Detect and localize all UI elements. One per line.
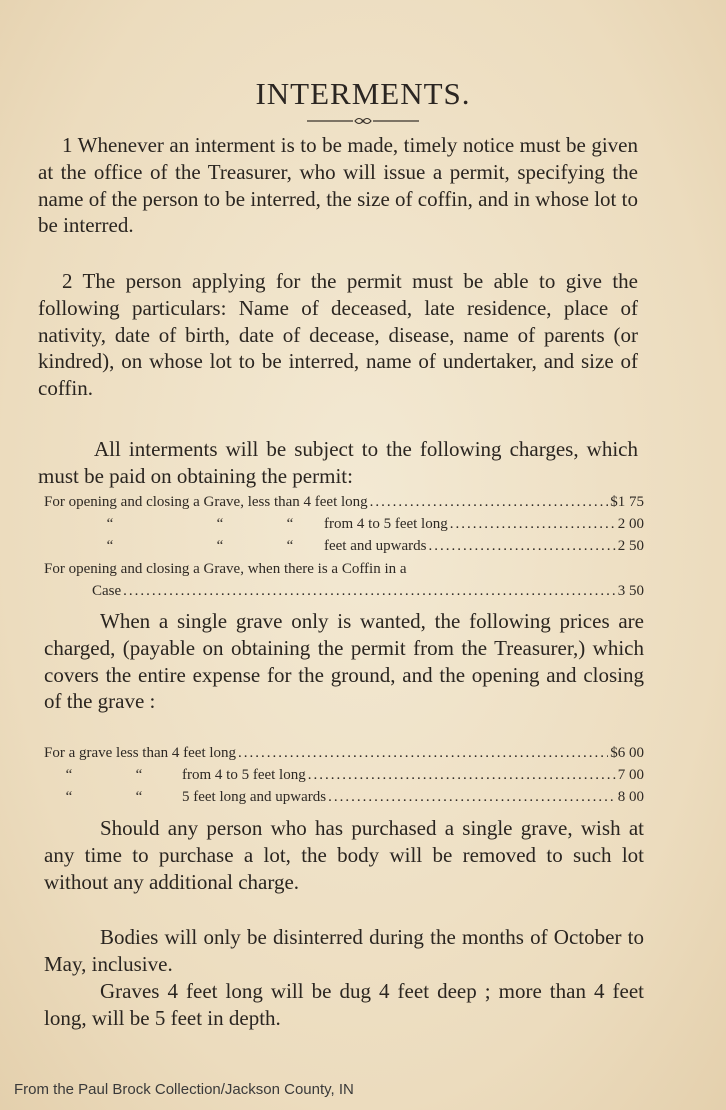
paragraph-disinterment: Bodies will only be disinterred during the months of October to May, inclusive.: [44, 925, 644, 976]
paragraph-single-grave: When a single grave only is wanted, the following prices are charged, (payable on obtaining the permit from the Treasurer,) which covers the entire expense for the ground, and the opening and closing of the grave :: [44, 609, 644, 714]
price-row: For a grave less than 4 feet long ..... $6 00: [44, 745, 644, 767]
charge-row: “ “ “ from 4 to 5 feet long ..... 2 00: [44, 516, 644, 538]
paragraph-particulars: 2 The person applying for the permit must be able to give the following particulars: Name of deceased, late residence, place of nativity, date of birth, date of decease, disease, name of parents (or kindred), on whose lot to be interred, name of undertaker, and size of coffin.: [38, 269, 638, 401]
paragraph-grave-depth: Graves 4 feet long will be dug 4 feet deep ; more than 4 feet long, will be 5 feet in depth.: [44, 979, 644, 1030]
collection-credit: From the Paul Brock Collection/Jackson County, IN: [14, 1081, 354, 1098]
paragraph-permit-notice: 1 Whenever an interment is to be made, timely notice must be given at the office of the Treasurer, who will issue a permit, specifying the name of the person to be interred, the size of coffin, and in whose lot to be interred.: [38, 133, 638, 238]
charge-row: For opening and closing a Grave, when there is a Coffin in a: [44, 561, 407, 577]
charge-row-continued: Case ..... 3 50: [92, 583, 644, 605]
charge-row: “ “ “ feet and upwards ..... 2 50: [44, 538, 644, 560]
title-ornament: [303, 114, 423, 128]
paragraph-removal: Should any person who has purchased a single grave, wish at any time to purchase a lot, the body will be removed to such lot without any additional charge.: [44, 816, 644, 894]
charge-row: For opening and closing a Grave, less than 4 feet long ..... $1 75: [44, 494, 644, 516]
paragraph-charges-intro: All interments will be subject to the following charges, which must be paid on obtaining the permit:: [38, 437, 638, 488]
price-row: “ “ 5 feet long and upwards ..... 8 00: [44, 789, 644, 811]
page-title: INTERMENTS.: [255, 76, 471, 111]
price-row: “ “ from 4 to 5 feet long ..... 7 00: [44, 767, 644, 789]
